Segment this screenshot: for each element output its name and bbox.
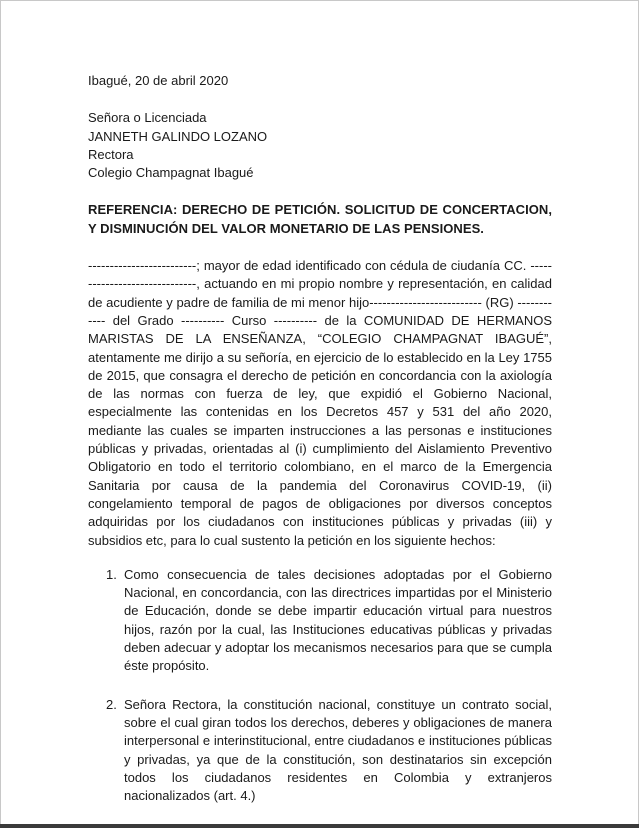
reference-heading: REFERENCIA: DERECHO DE PETICIÓN. SOLICITUD DE CONCERTACION, Y DISMINUCIÓN DEL VALOR MONETARIO DE LAS PENSIONES.	[88, 202, 552, 236]
fact-text: Señora Rectora, la constitución nacional, constituye un contrato social, sobre el cual giran todos los derechos, deberes y obligaciones de manera interpersonal e interinstitucional, entre ciudadanos e instituciones públicas y privadas, ya que de la constitución, son destinatarios sin excepción todos los ciudadanos residentes en Colombia y extranjeros nacionalizados (art. 4.)	[124, 696, 552, 804]
letter-content	[88, 72, 552, 825]
recipient-block	[88, 109, 552, 182]
recipient-role: Rectora	[88, 146, 134, 162]
fact-number: 2.	[106, 696, 117, 712]
fact-text: Como consecuencia de tales decisiones adoptadas por el Gobierno Nacional, en concordancia, con las directrices impartidas por el Ministerio de Educación, donde se debe impartir educación virtual para nuestros hijos, razón por la cual, las Instituciones educativas públicas y privadas deben adecuar y adoptar los mecanismos necesarios para que se cumpla éste propósito.	[124, 566, 552, 674]
letter-date: Ibagué, 20 de abril 2020	[88, 73, 229, 88]
fact-item	[106, 566, 552, 676]
recipient-name: JANNETH GALINDO LOZANO	[88, 128, 268, 144]
fact-number: 1.	[106, 566, 117, 582]
fact-item	[106, 696, 552, 806]
recipient-title: Señora o Licenciada	[88, 110, 207, 126]
facts-list	[88, 566, 552, 806]
recipient-institution: Colegio Champagnat Ibagué	[88, 165, 254, 181]
page-bottom-edge	[0, 824, 639, 828]
petition-body: -------------------------; mayor de edad identificado con cédula de ciudanía CC. ------------------------------, actuando en mi propio nombre y representación, en calidad de acudiente y padre de familia de mi menor hijo-------------------------- (RG) ------------ del Grado ---------- Curso ---------- de la COMUNIDAD DE HERMANOS MARISTAS DE LA ENSEÑANZA, “COLEGIO CHAMPAGNAT IBAGUÉ”, atentamente me dirijo a su señoría, en ejercicio de lo establecido en la Ley 1755 de 2015, que consagra el derecho de petición en concordancia con la axiología de las normas con fuerza de ley, que expidió el Gobierno Nacional, especialmente las contenidas en los Decretos 457 y 531 del año 2020, mediante las cuales se imparten instrucciones a las personas e instituciones públicas y privadas, orientadas al (i) cumplimiento del Aislamiento Preventivo Obligatorio en todo el territorio colombiano, en el marco de la Emergencia Sanitaria por causa de la pandemia del Coronavirus COVID-19, (ii) congelamiento temporal de pagos de obligaciones por diversos conceptos adquiridas por los ciudadanos con instituciones públicas y privadas (iii) y subsidios etc, para lo cual sustento la petición en los siguiente hechos:	[88, 258, 552, 548]
